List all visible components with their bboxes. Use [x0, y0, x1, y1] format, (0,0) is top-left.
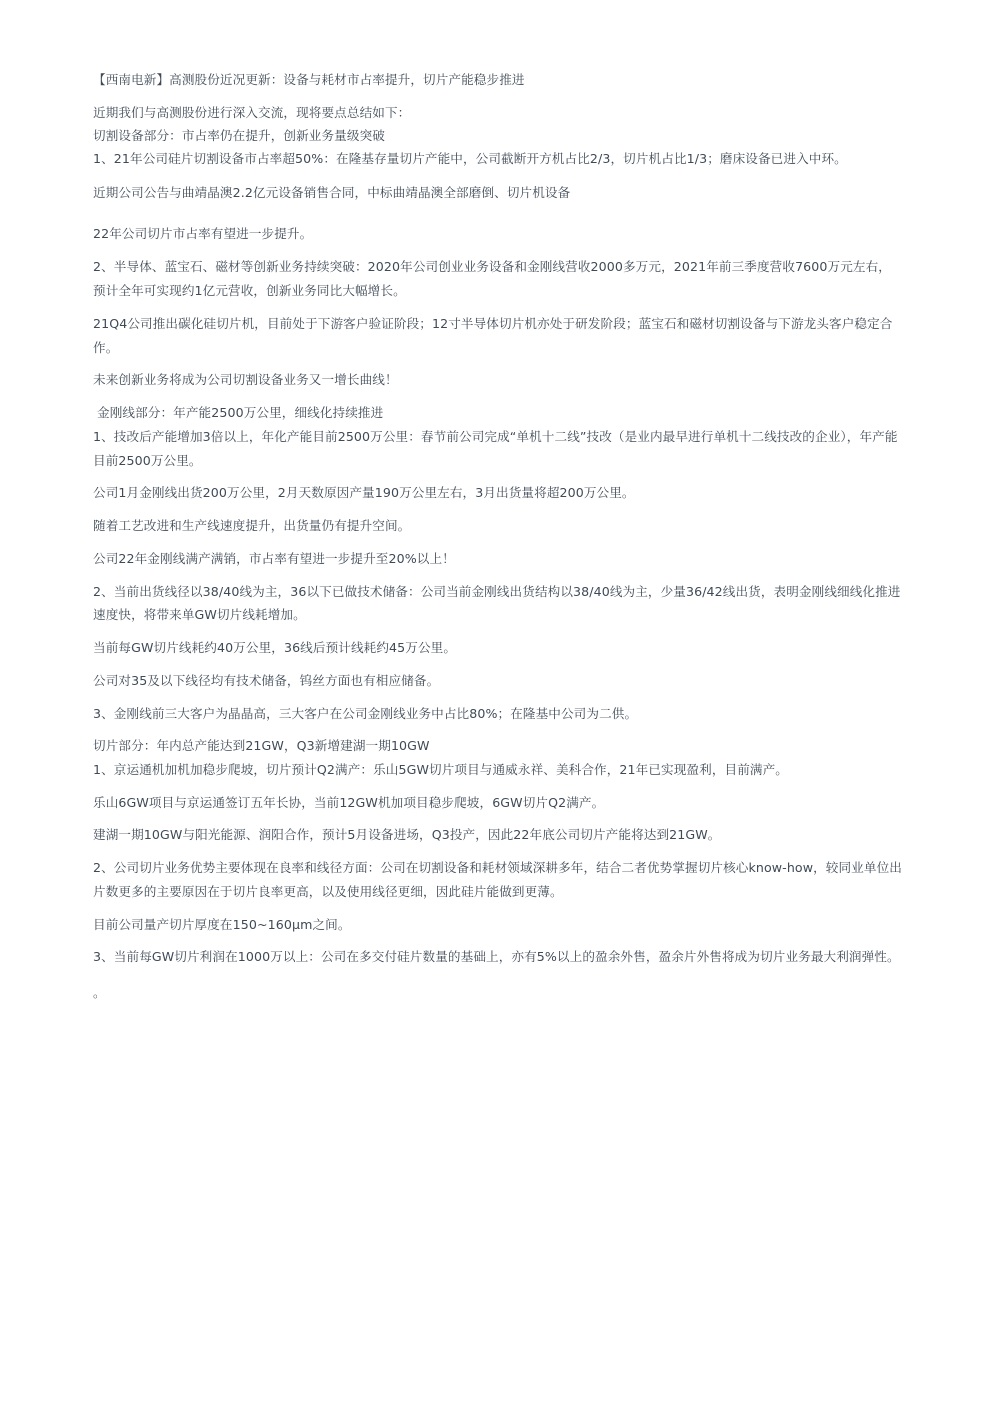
section-heading-cutting-equipment: 切割设备部分：市占率仍在提升，创新业务量级突破	[93, 128, 385, 143]
paragraph-line: 近期公司公告与曲靖晶澳2.2亿元设备销售合同，中标曲靖晶澳全部磨倒、切片机设备	[93, 185, 571, 200]
paragraph-line: 目前公司量产切片厚度在150~160μm之间。	[93, 917, 351, 932]
paragraph-line: 公司1月金刚线出货200万公里，2月天数原因产量190万公里左右，3月出货量将超200万公里。	[93, 485, 635, 500]
paragraph-line: 未来创新业务将成为公司切割设备业务又一增长曲线！	[93, 372, 398, 387]
paragraph-line: 乐山6GW项目与京运通签订五年长协，当前12GW机加项目稳步爬坡，6GW切片Q2满产。	[93, 795, 605, 810]
paragraph-line: 2、半导体、蓝宝石、磁材等创新业务持续突破：2020年公司创业业务设备和金刚线营收2000多万元，2021年前三季度营收7600万元左右，	[93, 259, 891, 274]
paragraph-line: 当前每GW切片线耗约40万公里，36线后预计线耗约45万公里。	[93, 640, 457, 655]
section-heading-wafer-slicing: 切片部分：年内总产能达到21GW，Q3新增建湖一期10GW	[93, 738, 430, 753]
paragraph-line: 公司22年金刚线满产满销，市占率有望进一步提升至20%以上！	[93, 551, 455, 566]
paragraph-line: 速度快，将带来单GW切片线耗增加。	[93, 607, 306, 622]
paragraph-line: 目前2500万公里。	[93, 453, 202, 468]
paragraph-line: 1、21年公司硅片切割设备市占率超50%：在隆基存量切片产能中，公司截断开方机占比2/3，切片机占比1/3；磨床设备已进入中环。	[93, 151, 847, 166]
paragraph-line: 3、当前每GW切片利润在1000万以上：公司在多交付硅片数量的基础上，亦有5%以上的盈余外售，盈余片外售将成为切片业务最大利润弹性。	[93, 949, 900, 964]
closing-mark: 。	[93, 985, 106, 1000]
paragraph-line: 建湖一期10GW与阳光能源、润阳合作，预计5月设备进场，Q3投产，因此22年底公司切片产能将达到21GW。	[93, 827, 721, 842]
paragraph-line: 21Q4公司推出碳化硅切片机，目前处于下游客户验证阶段；12寸半导体切片机亦处于研发阶段；蓝宝石和磁材切割设备与下游龙头客户稳定合	[93, 316, 893, 331]
document-title: 【西南电新】高测股份近况更新：设备与耗材市占率提升，切片产能稳步推进	[93, 72, 525, 87]
paragraph-line: 2、当前出货线径以38/40线为主，36以下已做技术储备：公司当前金刚线出货结构以38/40线为主，少量36/42线出货，表明金刚线细线化推进	[93, 584, 901, 599]
paragraph-line: 作。	[93, 340, 119, 355]
paragraph-line: 片数更多的主要原因在于切片良率更高，以及使用线径更细，因此硅片能做到更薄。	[93, 884, 563, 899]
paragraph-line: 3、金刚线前三大客户为晶晶高，三大客户在公司金刚线业务中占比80%；在隆基中公司为二供。	[93, 706, 638, 721]
paragraph-line: 1、京运通机加机加稳步爬坡，切片预计Q2满产：乐山5GW切片项目与通威永祥、美科合作，21年已实现盈利，目前满产。	[93, 762, 788, 777]
paragraph-line: 预计全年可实现约1亿元营收，创新业务同比大幅增长。	[93, 283, 406, 298]
intro-text: 近期我们与高测股份进行深入交流，现将要点总结如下：	[93, 105, 411, 120]
paragraph-line: 公司对35及以下线径均有技术储备，钨丝方面也有相应储备。	[93, 673, 440, 688]
paragraph-line: 2、公司切片业务优势主要体现在良率和线径方面：公司在切割设备和耗材领域深耕多年，结合二者优势掌握切片核心know-how，较同业单位出	[93, 860, 902, 875]
paragraph-line: 随着工艺改进和生产线速度提升，出货量仍有提升空间。	[93, 518, 411, 533]
paragraph-line: 1、技改后产能增加3倍以上，年化产能目前2500万公里：春节前公司完成“单机十二线”技改（是业内最早进行单机十二线技改的企业），年产能	[93, 429, 898, 444]
paragraph-line: 22年公司切片市占率有望进一步提升。	[93, 226, 313, 241]
section-heading-diamond-wire: 金刚线部分：年产能2500万公里，细线化持续推进	[97, 405, 384, 420]
